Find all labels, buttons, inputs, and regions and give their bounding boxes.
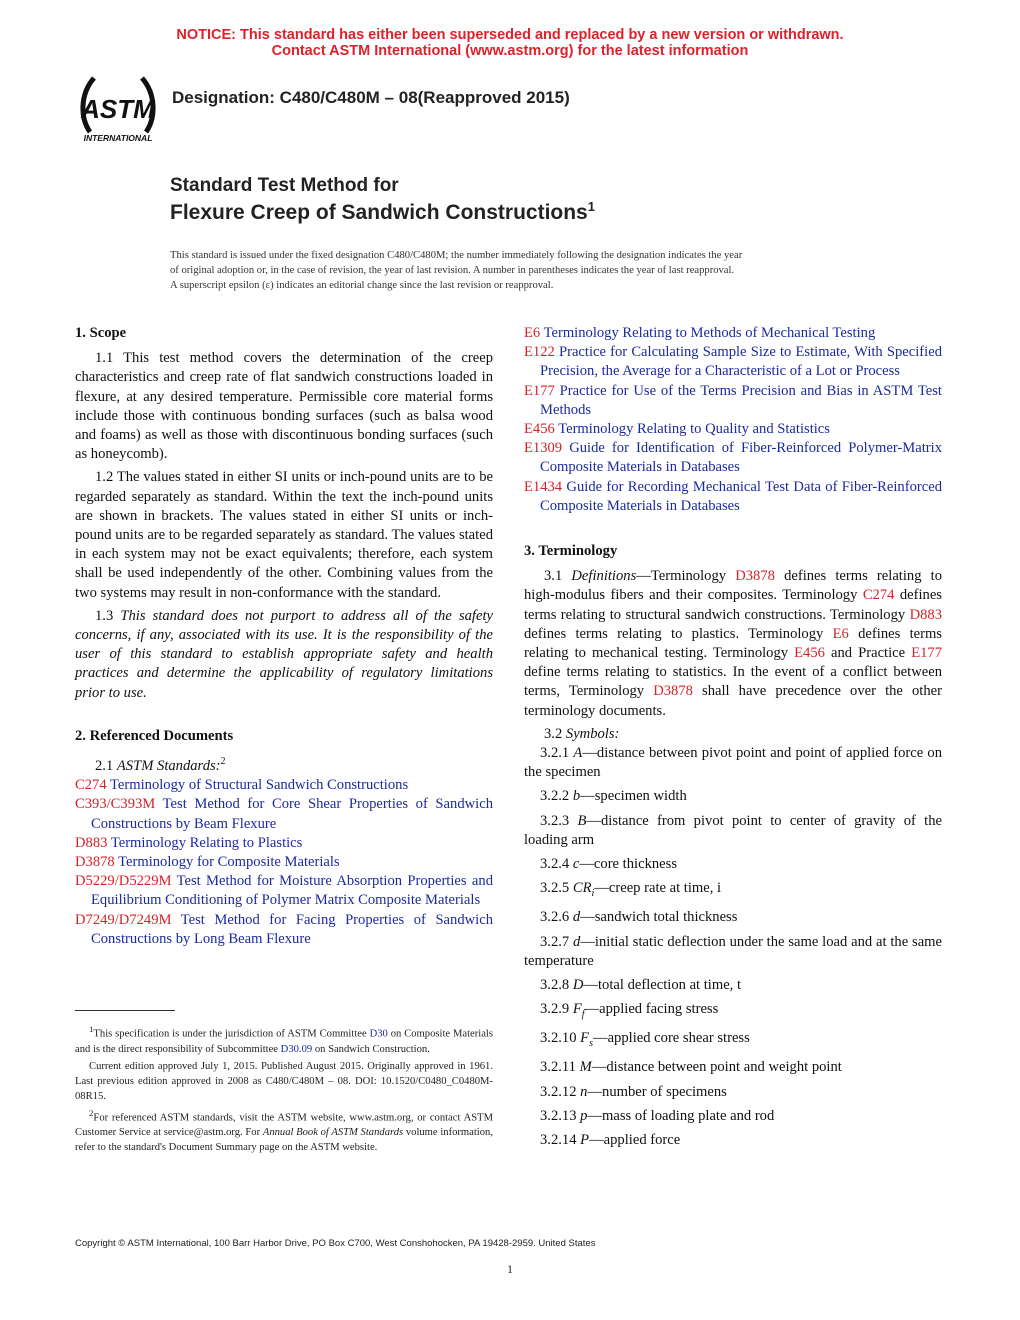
footnote-1 xyxy=(75,1022,493,1057)
title-line-2 xyxy=(170,199,595,225)
symbol-definition xyxy=(524,933,942,971)
symbol-number: 3.2.11 xyxy=(540,1059,580,1076)
symbol-number: 3.2.2 xyxy=(540,788,573,805)
astm-standards-num: 2.1 xyxy=(95,757,117,774)
definitions-text: defines terms relating to high-modulus fibers and their composites. Terminology xyxy=(524,568,942,604)
reference-title-link[interactable]: Test Method for Moisture Absorption Properties and Equilibrium Conditioning of Polymer Matrix Composite Materials xyxy=(91,873,493,909)
definitions-text: and Practice xyxy=(824,645,912,662)
symbol-text: —applied force xyxy=(589,1132,681,1149)
symbols-num: 3.2 xyxy=(544,725,566,742)
reference-item xyxy=(524,478,942,516)
symbol-subscript: i xyxy=(591,888,595,900)
symbol: c xyxy=(572,856,580,873)
symbol: F xyxy=(580,1030,590,1047)
reference-title-link[interactable]: Terminology Relating to Methods of Mechanical Testing xyxy=(540,325,876,341)
link-d3878[interactable]: D3878 xyxy=(735,568,775,585)
link-d3878[interactable]: D3878 xyxy=(653,683,693,700)
symbol-number: 3.2.8 xyxy=(540,977,573,993)
reference-code-link[interactable]: E177 xyxy=(524,382,555,399)
symbol-text: —applied core shear stress xyxy=(592,1030,750,1047)
reference-item xyxy=(524,439,942,477)
reference-code-link[interactable]: E1309 xyxy=(524,440,563,457)
symbol-definition xyxy=(524,1107,942,1126)
symbol-number: 3.2.14 xyxy=(540,1132,581,1149)
scope-para-3-num: 1.3 xyxy=(95,607,121,624)
symbol-text: —specimen width xyxy=(580,788,687,805)
symbol: D xyxy=(572,977,584,993)
symbol: d xyxy=(573,933,581,950)
symbol-definition xyxy=(524,787,942,806)
reference-title-link[interactable]: Practice for Calculating Sample Size to Estimate, With Specified Precision, the Average for a Characteristic of a Lot or Process xyxy=(540,344,942,380)
definitions-para xyxy=(524,567,942,721)
symbol-number: 3.2.12 xyxy=(540,1083,581,1100)
reference-code-link[interactable]: D3878 xyxy=(75,853,115,870)
symbol-definition xyxy=(524,855,942,874)
symbol-definition xyxy=(524,744,942,782)
designation: Designation: C480/C480M – 08(Reapproved 2015) xyxy=(172,88,570,107)
title-footnote-mark: 1 xyxy=(587,199,595,214)
reference-title-link[interactable]: Terminology of Structural Sandwich Constructions xyxy=(106,777,409,794)
reference-item xyxy=(524,420,942,439)
symbol-definition xyxy=(524,1131,942,1150)
symbol: p xyxy=(580,1107,588,1124)
footnote-2-italic: Annual Book of ASTM Standards xyxy=(262,1127,404,1139)
astm-standards-mark: 2 xyxy=(220,756,226,768)
symbol-definition xyxy=(524,908,942,927)
footnote-2 xyxy=(75,1106,493,1156)
reference-code-link[interactable]: E1434 xyxy=(524,478,563,495)
reference-item xyxy=(75,795,493,833)
symbol-definition xyxy=(524,976,942,995)
logo-text: ASTM xyxy=(81,94,155,124)
definitions-num: 3.1 xyxy=(544,568,572,585)
symbol: CR xyxy=(572,880,592,897)
definitions-text: defines terms relating to mechanical testing. Terminology xyxy=(524,625,942,662)
symbol-text: —mass of loading plate and rod xyxy=(587,1107,775,1124)
reference-item xyxy=(75,834,493,853)
symbol-text: —total deflection at time, t xyxy=(583,977,742,993)
reference-code-link[interactable]: D7249/D7249M xyxy=(75,911,172,928)
symbol-text: —distance between pivot point and point of applied force on the specimen xyxy=(524,745,942,781)
symbol: B xyxy=(577,812,587,829)
scope-para-2: 1.2 The values stated in either SI units or inch-pound units are to be regarded separately as standard. Within the text the inch-pound units are shown in brackets. The values stated in either SI units or inch-pound units are to be regarded separately as standard. The values stated in each system may not be exact equivalents; therefore, each system shall be used independently of the other. Combining values from the two systems may result in non-conformance with the standard. xyxy=(75,469,493,601)
symbol-number: 3.2.5 xyxy=(540,880,573,897)
definitions-text: shall have precedence over the other terminology documents. xyxy=(524,683,942,719)
astm-standards-text: ASTM Standards: xyxy=(116,757,221,774)
reference-code-link[interactable]: D5229/D5229M xyxy=(75,873,172,890)
footnotes xyxy=(75,1022,493,1157)
symbol-definition xyxy=(524,1000,942,1024)
symbol: d xyxy=(572,909,581,926)
symbols-text: Symbols: xyxy=(565,725,620,742)
reference-code-link[interactable]: C274 xyxy=(75,777,107,794)
reference-title-link[interactable]: Guide for Recording Mechanical Test Data of Fiber-Reinforced Composite Materials in Databases xyxy=(540,478,942,514)
title-text: Flexure Creep of Sandwich Constructions xyxy=(170,201,588,224)
scope-para-1: 1.1 This test method covers the determination of the creep characteristics and creep rate of flat sandwich constructions loaded in flexure, at any desired temperature. Permissible core material forms include those with continuous bonding surfaces (such as balsa wood and foams) as well as those with discontinuous bonding surfaces (such as honeycomb). xyxy=(75,350,493,463)
footnote-rule xyxy=(75,1010,175,1011)
reference-item xyxy=(75,911,493,949)
symbol-text: —sandwich total thickness xyxy=(580,909,738,926)
terminology-heading: 3. Terminology xyxy=(524,543,618,560)
issue-note-line: of original adoption or, in the case of revision, the year of last revision. A number in parentheses indicates the year of last reapproval. xyxy=(170,265,735,276)
symbol-number: 3.2.6 xyxy=(540,909,573,926)
footnote-2-text: volume information, refer to the standard's Document Summary page on the ASTM website. xyxy=(75,1127,493,1154)
reference-title-link[interactable]: Guide for Identification of Fiber-Reinforced Polymer-Matrix Composite Materials in Databases xyxy=(540,440,942,476)
symbol: A xyxy=(573,745,583,762)
symbol-number: 3.2.4 xyxy=(540,856,573,873)
symbol-number: 3.2.1 xyxy=(540,745,574,762)
left-column xyxy=(75,324,493,949)
symbol-number: 3.2.13 xyxy=(540,1107,581,1124)
reference-item xyxy=(524,382,942,420)
symbol: n xyxy=(580,1083,588,1100)
symbols-label xyxy=(524,725,942,744)
reference-title-link[interactable]: Terminology for Composite Materials xyxy=(114,853,340,870)
right-column xyxy=(524,324,942,1155)
symbol-text: —core thickness xyxy=(579,856,677,873)
reference-title-link[interactable]: Test Method for Core Shear Properties of Sandwich Constructions by Beam Flexure xyxy=(91,796,493,832)
symbol-text: —distance between point and weight point xyxy=(591,1059,842,1076)
definitions-text: defines terms relating to plastics. Terminology xyxy=(524,625,833,642)
definitions-text: defines terms relating to structural sandwich constructions. Terminology xyxy=(524,587,942,623)
reference-item xyxy=(75,872,493,910)
reference-item xyxy=(75,776,493,795)
symbol-text: —number of specimens xyxy=(587,1083,727,1100)
footnote-1-text: This specification is under the jurisdiction of ASTM Committee xyxy=(93,1028,370,1040)
link-d883[interactable]: D883 xyxy=(909,606,942,623)
reference-code-link[interactable]: E456 xyxy=(524,421,555,438)
reference-code-link[interactable]: E6 xyxy=(524,325,541,341)
symbol-subscript: s xyxy=(589,1038,593,1050)
symbol-number: 3.2.3 xyxy=(540,812,578,829)
reference-title-link[interactable]: Test Method for Facing Properties of Sandwich Constructions by Long Beam Flexure xyxy=(91,911,493,947)
link-d30-09[interactable]: D30.09 xyxy=(280,1043,313,1055)
definitions-text: —Terminology xyxy=(636,568,736,585)
symbol-definition xyxy=(524,1083,942,1102)
symbol-definition xyxy=(524,879,942,903)
footnote-1-edition: Current edition approved July 1, 2015. Published August 2015. Originally approved in 1961. Last previous edition approved in 2008 as C480/C480M – 08. DOI: 10.1520/C0480_C0480M-08R15. xyxy=(75,1060,493,1102)
symbol: M xyxy=(579,1059,592,1076)
symbol: b xyxy=(572,788,581,805)
reference-title-link[interactable]: Practice for Use of the Terms Precision and Bias in ASTM Test Methods xyxy=(540,382,942,418)
reference-title-link[interactable]: Terminology Relating to Plastics xyxy=(107,834,303,851)
reference-code-link[interactable]: C393/C393M xyxy=(75,796,156,813)
astm-logo xyxy=(72,74,164,144)
link-e177[interactable]: E177 xyxy=(911,645,942,662)
symbol-text: —applied facing stress xyxy=(584,1001,719,1018)
symbol: P xyxy=(580,1132,590,1149)
definitions-text: define terms relating to statistics. In the event of a conflict between terms, Terminology xyxy=(524,664,942,700)
scope-para-3-text: This standard does not purport to address all of the safety concerns, if any, associated with its use. It is the responsibility of the user of this standard to establish appropriate safety and health practices and determine the applicability of regulatory limitations prior to use. xyxy=(75,607,493,701)
issue-note xyxy=(170,248,860,293)
title-line-1: Standard Test Method for xyxy=(170,175,399,196)
reference-item xyxy=(75,853,493,872)
reference-title-link[interactable]: Terminology Relating to Quality and Statistics xyxy=(554,421,830,438)
symbol: F xyxy=(572,1001,582,1018)
copyright: Copyright © ASTM International, 100 Barr Harbor Drive, PO Box C700, West Conshohocken, PA 19428-2959. United States xyxy=(75,1238,596,1249)
notice-line-2: Contact ASTM International (www.astm.org) for the latest information xyxy=(271,43,749,59)
symbol-definition xyxy=(524,812,942,850)
symbol-text: —distance from pivot point to center of gravity of the loading arm xyxy=(524,812,942,848)
reference-code-link[interactable]: D883 xyxy=(75,834,108,851)
footnote-1-mark: 1 xyxy=(89,1024,94,1034)
reference-item xyxy=(524,343,942,381)
symbol-subscript: f xyxy=(581,1009,585,1021)
symbol-text: —creep rate at time, i xyxy=(594,880,722,897)
symbol-number: 3.2.9 xyxy=(540,1001,573,1018)
link-d30[interactable]: D30 xyxy=(369,1028,388,1040)
footnote-1-text: on Composite Materials and is the direct responsibility of Subcommittee xyxy=(75,1028,493,1055)
reference-code-link[interactable]: E122 xyxy=(524,344,555,361)
link-e456[interactable]: E456 xyxy=(794,645,825,662)
issue-note-line: A superscript epsilon (ε) indicates an editorial change since the last revision or reapproval. xyxy=(170,280,554,291)
scope-heading: 1. Scope xyxy=(75,325,127,341)
symbol-definition xyxy=(524,1058,942,1077)
footnote-2-text: For referenced ASTM standards, visit the ASTM website, www.astm.org, or contact ASTM Customer Service at service@astm.org. For xyxy=(75,1112,493,1139)
footnote-2-mark: 2 xyxy=(89,1107,94,1118)
logo-subtext: INTERNATIONAL xyxy=(83,133,153,143)
link-e6[interactable]: E6 xyxy=(832,625,849,642)
page-number: 1 xyxy=(507,1262,513,1276)
reference-item xyxy=(524,324,942,343)
symbol-definition xyxy=(524,1029,942,1053)
notice-line-1: NOTICE: This standard has either been superseded and replaced by a new version or withdrawn. xyxy=(176,27,844,43)
refdocs-heading: 2. Referenced Documents xyxy=(75,727,234,744)
scope-para-3 xyxy=(75,607,493,703)
definitions-label: Definitions xyxy=(571,568,637,585)
issue-note-line: This standard is issued under the fixed designation C480/C480M; the number immediately following the designation indicates the year xyxy=(170,250,743,261)
footnote-1-text: on Sandwich Construction. xyxy=(312,1043,430,1055)
symbol-number: 3.2.7 xyxy=(540,933,574,950)
astm-standards-label xyxy=(75,752,493,776)
symbol-text: —initial static deflection under the same load and at the same temperature xyxy=(524,933,943,969)
symbol-number: 3.2.10 xyxy=(540,1030,581,1047)
link-c274[interactable]: C274 xyxy=(862,587,895,604)
